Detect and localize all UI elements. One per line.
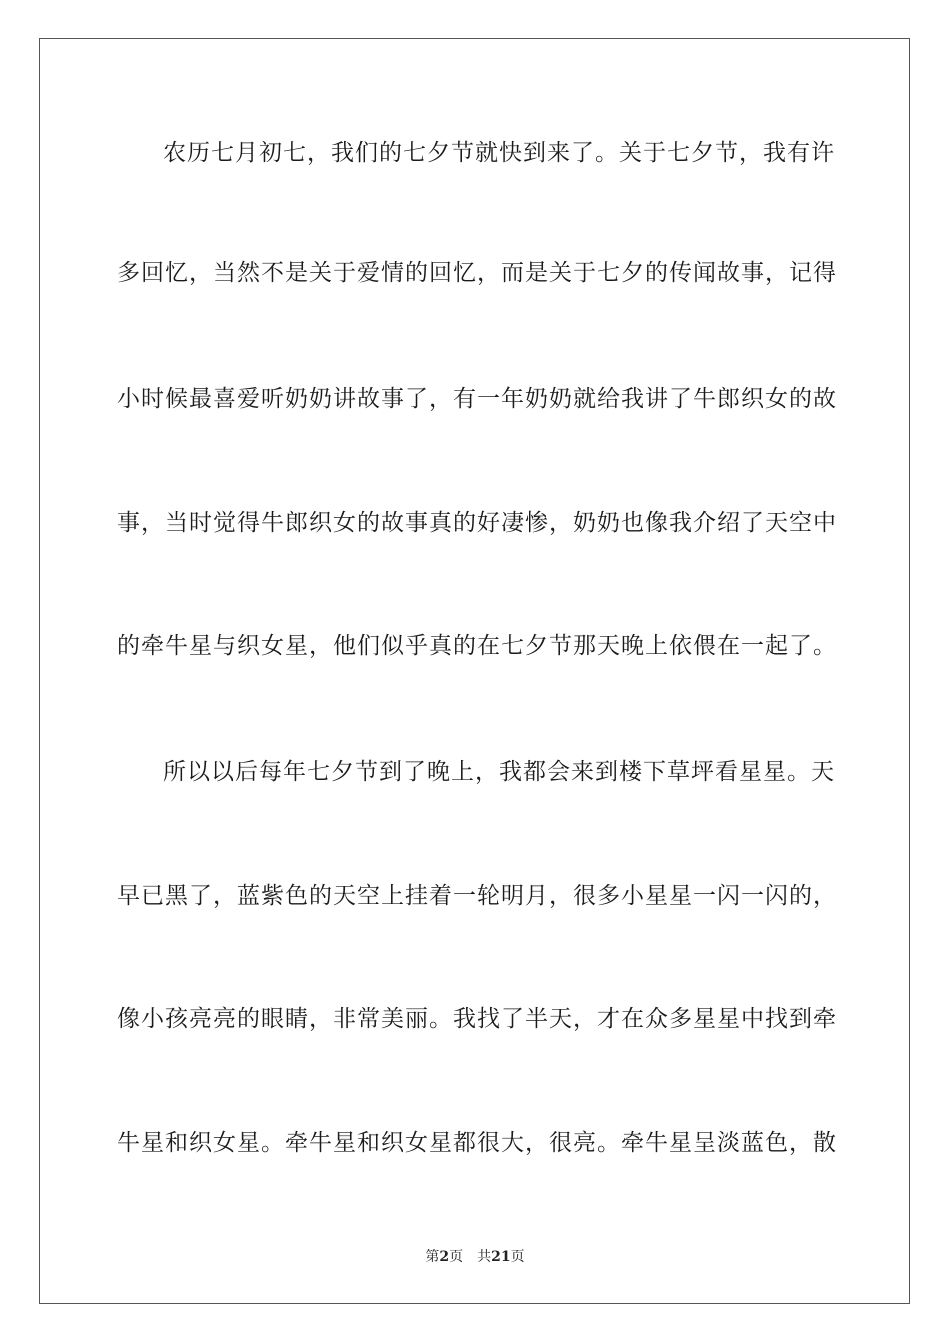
total-prefix: 共: [477, 1249, 492, 1265]
page-suffix: 页: [449, 1249, 464, 1265]
paragraph-1-line-1: 农历七月初七，我们的七夕节就快到来了。关于七夕节，我有许: [163, 140, 835, 166]
paragraph-2-line-2: 早已黑了，蓝紫色的天空上挂着一轮明月，很多小星星一闪一闪的，: [117, 883, 837, 909]
page-prefix: 第: [425, 1249, 440, 1265]
paragraph-2-line-3: 像小孩亮亮的眼睛，非常美丽。我找了半天，才在众多星星中找到牵: [117, 1006, 837, 1032]
page-footer: [0, 1248, 950, 1266]
paragraph-1-line-5: 的牵牛星与织女星，他们似乎真的在七夕节那天晚上依偎在一起了。: [117, 633, 837, 659]
page-border: [39, 38, 910, 1304]
current-page-number: 2: [439, 1249, 450, 1265]
paragraph-1-line-3: 小时候最喜爱听奶奶讲故事了，有一年奶奶就给我讲了牛郎织女的故: [117, 386, 837, 412]
total-suffix: 页: [510, 1249, 525, 1265]
paragraph-2-line-4: 牛星和织女星。牵牛星和织女星都很大，很亮。牵牛星呈淡蓝色，散: [117, 1130, 837, 1156]
paragraph-1-line-2: 多回忆，当然不是关于爱情的回忆，而是关于七夕的传闻故事，记得: [117, 260, 837, 286]
paragraph-1-line-4: 事，当时觉得牛郎织女的故事真的好凄惨，奶奶也像我介绍了天空中: [117, 510, 837, 536]
paragraph-2-line-1: 所以以后每年七夕节到了晚上，我都会来到楼下草坪看星星。天: [163, 759, 835, 785]
total-pages-number: 21: [491, 1249, 511, 1265]
